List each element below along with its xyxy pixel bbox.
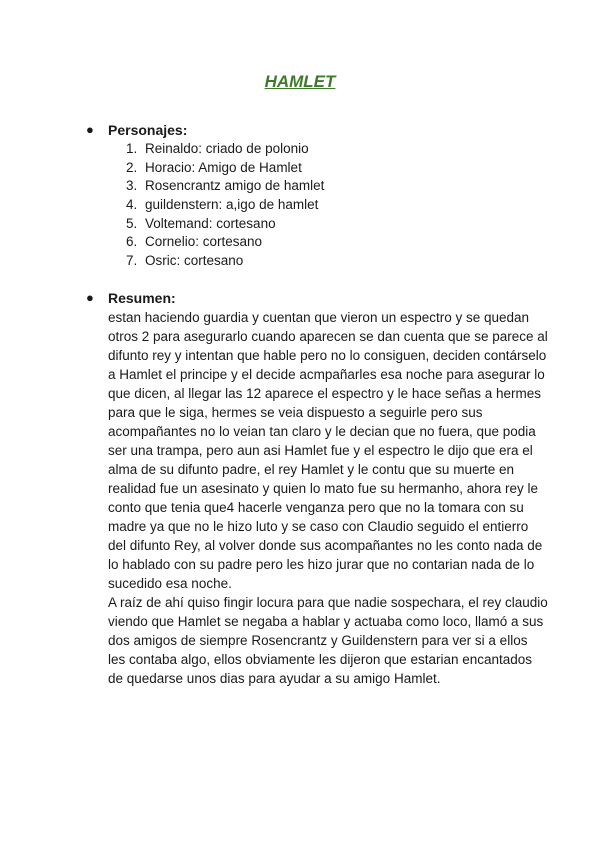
document-title: HAMLET	[264, 72, 336, 91]
list-item-text: guildenstern: a,igo de hamlet	[145, 197, 319, 213]
resumen-paragraph: A raíz de ahí quiso fingir locura para que nadie sospechara, el rey claudio viendo que Hamlet se negaba a hablar y actuaba como loco, llamó a sus dos amigos de siempre Rosencrantz y Guildenstern para ver si a ellos les contaba algo, ellos obviamente les dijeron que estarian encantados de quedarse unos dias para ayudar a su amigo Hamlet.	[108, 595, 548, 686]
resumen-heading: Resumen:	[108, 290, 176, 306]
personajes-heading: Personajes:	[108, 122, 188, 138]
list-item-text: Cornelio: cortesano	[145, 234, 263, 250]
list-item-text: Voltemand: cortesano	[145, 215, 276, 231]
list-item-text: Horacio: Amigo de Hamlet	[145, 159, 302, 175]
list-item	[86, 196, 536, 215]
list-item-number: 3.	[126, 178, 138, 194]
list-item-number: 2.	[126, 159, 138, 175]
list-item	[86, 159, 536, 178]
resumen-bullet-row	[86, 288, 536, 308]
bullet-icon: ●	[86, 290, 94, 305]
list-item	[86, 177, 536, 196]
personajes-bullet-row	[86, 120, 536, 140]
list-item	[86, 252, 536, 271]
list-item-text: Reinaldo: criado de polonio	[145, 141, 309, 156]
bullet-icon: ●	[86, 122, 94, 137]
list-item-number: 7.	[126, 253, 138, 269]
list-item	[86, 140, 536, 159]
character-list	[86, 140, 536, 271]
list-item-number: 5.	[126, 215, 138, 231]
list-item-number: 4.	[126, 197, 138, 213]
list-item-number: 1.	[126, 141, 138, 156]
resumen-section	[86, 288, 548, 688]
personajes-section	[86, 120, 536, 271]
list-item	[86, 215, 536, 234]
resumen-paragraph: estan haciendo guardia y cuentan que vieron un espectro y se quedan otros 2 para asegurarlo cuando aparecen se dan cuenta que se parece al difunto rey y intentan que hable pero no lo consiguen, deciden contárselo a Hamlet el principe y el decide acmpañarles esa noche para asegurar lo que dicen, al llegar las 12 aparece el espectro y le hace señas a hermes para que le siga, hermes se veia dispuesto a seguirle pero sus acompañantes no lo veian tan claro y le decian que no fuera, que podia ser una trampa, pero aun asi Hamlet fue y el espectro le dijo que era el alma de su difunto padre, el rey Hamlet y le contu que su muerte en realidad fue un asesinato y quien lo mato fue su hermanho, ahora rey le conto que tenia que4 hacerle venganza pero que no la tomara con su madre ya que no le hizo luto y se caso con Claudio seguido el entierro del difunto Rey, al volver donde sus acompañantes no les conto nada de lo hablado con su padre pero les hizo jurar que no contarian nada de lo sucedido esa noche.	[108, 310, 548, 591]
list-item	[86, 233, 536, 252]
list-item-number: 6.	[126, 234, 138, 250]
list-item-text: Osric: cortesano	[145, 253, 244, 269]
list-item-text: Rosencrantz amigo de hamlet	[145, 178, 325, 194]
resumen-body	[108, 308, 548, 688]
